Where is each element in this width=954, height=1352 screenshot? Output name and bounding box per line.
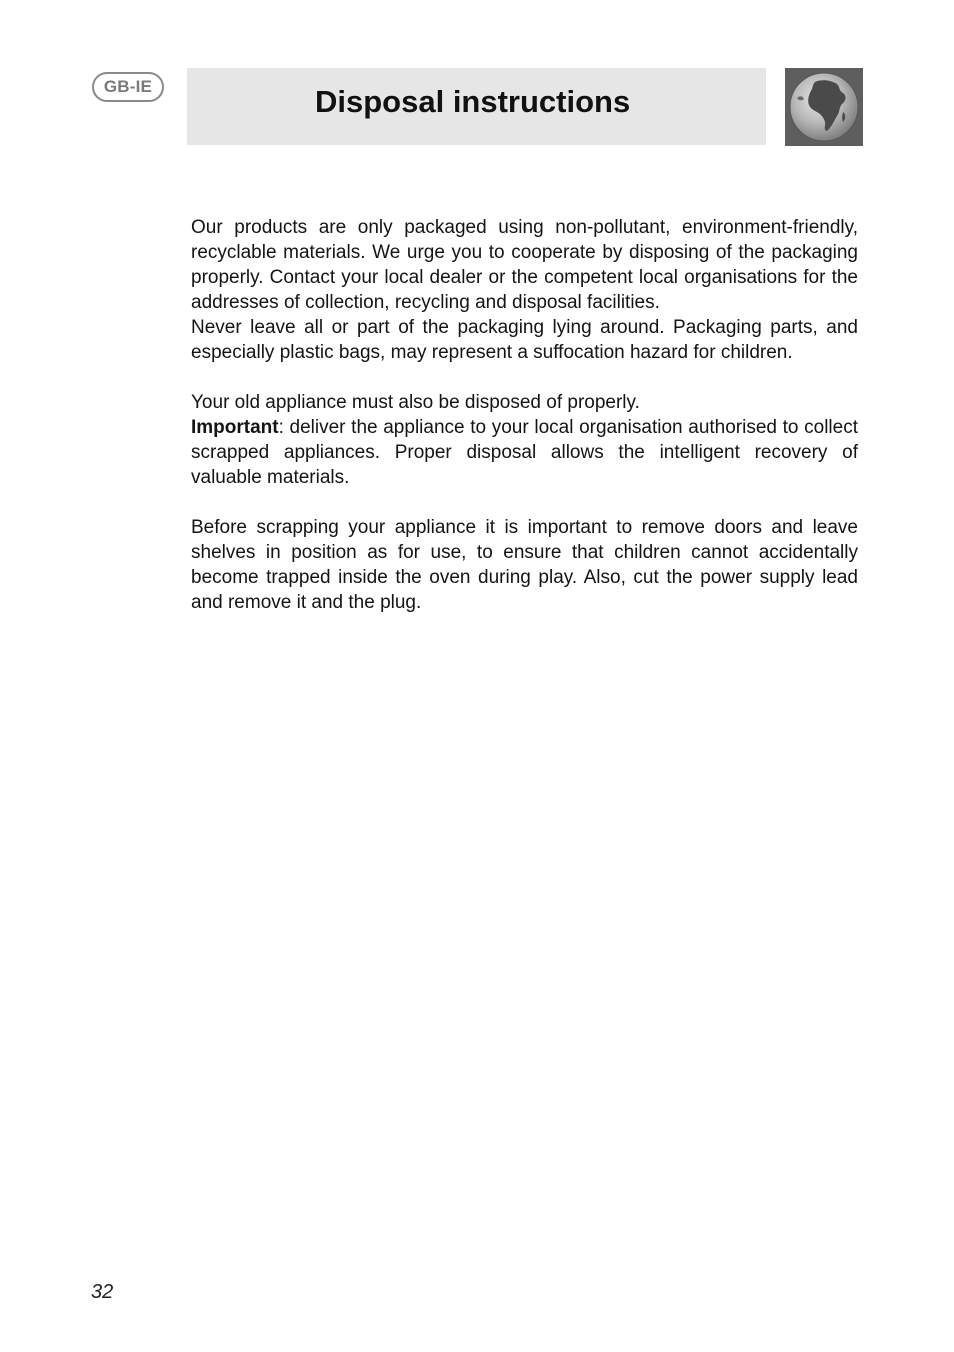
page-number: 32: [91, 1281, 114, 1303]
paragraph-packaging: Our products are only packaged using non-pollutant, environment-friendly, recyclable materials. We urge you to cooperate by disposing of the packaging properly. Contact your local dealer or the competent local organisations for the addresses of collection, recycling and disposal facilities.: [191, 217, 858, 313]
globe-icon: [785, 68, 863, 146]
paragraph-old-appliance: Your old appliance must also be disposed of properly.: [191, 392, 640, 413]
important-label: Important: [191, 417, 279, 438]
important-text: : deliver the appliance to your local organisation authorised to collect scrapped appliances. Proper disposal allows the intelligent recovery of valuable materials.: [191, 417, 858, 488]
language-badge: GB-IE: [92, 72, 164, 102]
paragraph-important: [191, 415, 858, 490]
header-bar: [187, 68, 766, 145]
page-title: Disposal instructions: [315, 84, 631, 119]
paragraph-scrapping: Before scrapping your appliance it is important to remove doors and leave shelves in position as for use, to ensure that children cannot accidentally become trapped inside the oven during play. Also, cut the power supply lead and remove it and the plug.: [191, 517, 858, 613]
disposal-text: [191, 215, 858, 615]
paragraph-packaging-hazard: Never leave all or part of the packaging lying around. Packaging parts, and especially plastic bags, may represent a suffocation hazard for children.: [191, 317, 858, 363]
